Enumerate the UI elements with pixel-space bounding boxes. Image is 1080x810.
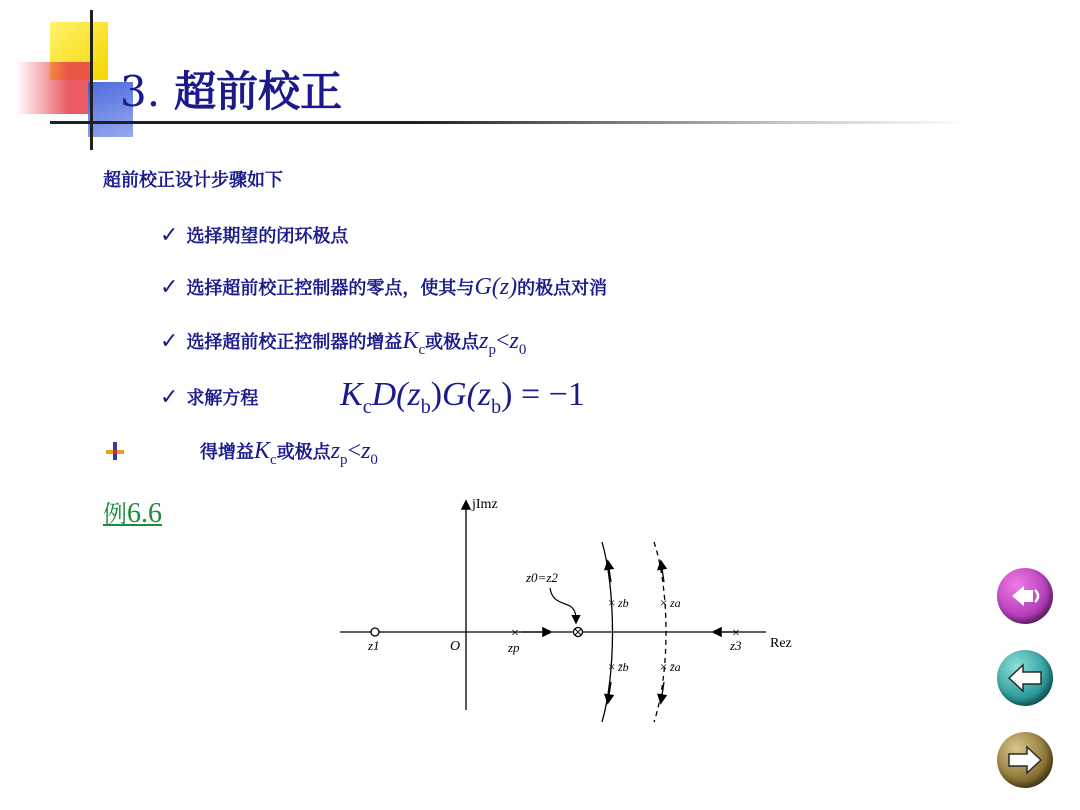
zb-marker: × xyxy=(608,595,616,610)
z0z2-label: z0=z2 xyxy=(526,570,558,585)
eq-g: G( xyxy=(442,376,478,413)
result-lt: < xyxy=(347,438,362,464)
step-2-math: G(z) xyxy=(474,274,518,300)
step-4-text: 求解方程 xyxy=(186,388,259,409)
example-number: 6.6 xyxy=(127,498,162,529)
zp-label: zp xyxy=(508,640,520,655)
zero-z1-marker xyxy=(371,628,379,636)
step-3 xyxy=(160,328,526,359)
z3-label: z3 xyxy=(730,638,742,653)
z1-label: z1 xyxy=(368,638,380,653)
zero-z: z xyxy=(509,328,519,354)
arrow-left-icon xyxy=(997,650,1053,706)
zb-bar-label: z̄b xyxy=(618,660,629,674)
check-icon: ✓ xyxy=(160,275,179,300)
step-1 xyxy=(160,222,348,248)
zero-z-sub: 0 xyxy=(518,341,527,358)
title-text: 超前校正 xyxy=(174,67,343,116)
speaker-back-icon xyxy=(997,568,1053,624)
pole-z: z xyxy=(479,328,489,354)
result-z2: z xyxy=(361,438,371,464)
eq-k: K xyxy=(340,376,363,413)
zp-marker: × xyxy=(511,626,519,641)
result-text-mid: 或极点 xyxy=(276,442,331,463)
check-icon: ✓ xyxy=(160,223,179,248)
z3-marker: × xyxy=(732,626,740,641)
check-icon: ✓ xyxy=(160,329,179,354)
decor-vertical-line xyxy=(90,10,93,150)
eq-paren2: ) xyxy=(501,376,513,413)
step-3-text: 选择超前校正控制器的增益 xyxy=(186,332,403,353)
result-z-sub: p xyxy=(340,451,348,468)
result-k-sub: c xyxy=(270,451,277,468)
pointer-curve xyxy=(550,588,576,622)
za-marker: × xyxy=(660,595,668,610)
x-axis-label: Rez xyxy=(770,636,792,651)
eq-z2-sub: b xyxy=(491,395,502,418)
gain-k-sub: c xyxy=(418,341,426,358)
step-2-text-post: 的极点对消 xyxy=(517,278,608,299)
example-prefix: 例 xyxy=(103,500,127,528)
eq-z1: z xyxy=(407,376,421,413)
result-z: z xyxy=(330,438,341,464)
less-than: < xyxy=(495,328,510,354)
step-2-text: 选择超前校正控制器的零点，使其与 xyxy=(186,278,475,299)
eq-d: D( xyxy=(371,376,408,413)
pole-z-sub: p xyxy=(488,341,496,358)
step-2 xyxy=(160,274,607,301)
eq-rhs: = −1 xyxy=(512,376,585,413)
eq-z1-sub: b xyxy=(420,395,431,418)
eq-z2: z xyxy=(477,376,492,413)
y-axis-label: jImz xyxy=(472,497,498,512)
za-bar-label: z̄a xyxy=(670,660,681,674)
nav-next-button[interactable] xyxy=(997,732,1053,788)
za-label: za xyxy=(670,596,681,610)
origin-label: O xyxy=(450,639,461,654)
zb-label: zb xyxy=(618,596,629,610)
nav-back-button[interactable] xyxy=(997,650,1053,706)
arrow-right-icon xyxy=(997,732,1053,788)
gain-k: K xyxy=(402,328,419,354)
eq-paren1: ) xyxy=(430,376,443,413)
za-bar-marker: × xyxy=(660,659,668,674)
page-title xyxy=(120,62,342,122)
result-line xyxy=(200,438,378,469)
decor-red-square xyxy=(16,62,91,114)
eq-k-sub: c xyxy=(362,395,372,418)
title-number: 3. xyxy=(120,67,161,116)
example-link[interactable] xyxy=(103,494,162,530)
result-k: K xyxy=(254,438,271,464)
z-plane-diagram xyxy=(330,490,810,730)
result-z2-sub: 0 xyxy=(370,451,378,468)
step-3-text-mid: 或极点 xyxy=(425,332,480,353)
nav-sound-prev-button[interactable] xyxy=(997,568,1053,624)
result-text: 得增益 xyxy=(200,442,254,463)
step-4 xyxy=(160,384,258,410)
zb-bar-marker: × xyxy=(608,659,616,674)
equation xyxy=(340,376,585,419)
check-icon: ✓ xyxy=(160,385,179,410)
bullet-cross-icon xyxy=(106,442,124,460)
step-1-text: 选择期望的闭环极点 xyxy=(186,226,349,247)
intro-text: 超前校正设计步骤如下 xyxy=(103,170,283,191)
